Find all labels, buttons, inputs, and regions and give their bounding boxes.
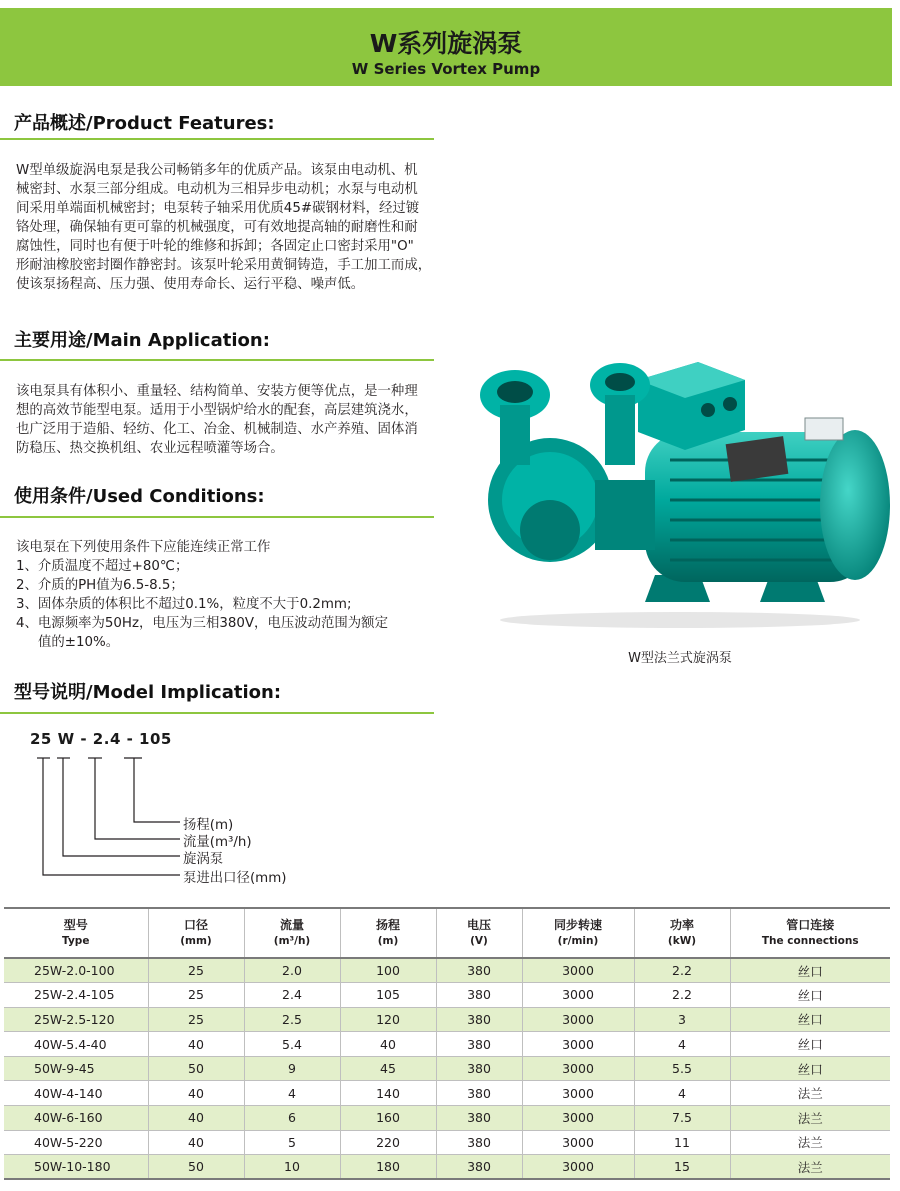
table-row: [4, 1056, 890, 1081]
column-header-zh: 扬程: [375, 917, 400, 932]
column-header: [634, 908, 730, 958]
column-header: [4, 908, 148, 958]
table-cell: 25: [148, 1007, 244, 1032]
column-header-zh: 功率: [669, 917, 694, 932]
table-cell: 5: [244, 1130, 340, 1155]
application-line: 想的高效节能型电泵。适用于小型锅炉给水的配套，高层建筑浇水，: [16, 403, 418, 418]
table-cell: 105: [340, 983, 436, 1008]
table-cell: 3: [634, 1007, 730, 1032]
table-cell: 380: [436, 1081, 522, 1106]
table-cell: 2.2: [634, 958, 730, 983]
table-header-row: [4, 908, 890, 958]
table-row: [4, 1155, 890, 1180]
condition-item-continuation: 值的±10%。: [38, 635, 120, 650]
page-title: W系列旋涡泵: [369, 29, 523, 58]
table-cell: 3000: [522, 1130, 634, 1155]
table-cell: 50: [148, 1056, 244, 1081]
table-row: [4, 1081, 890, 1106]
table-cell: 10: [244, 1155, 340, 1180]
table-cell: 丝口: [730, 1007, 890, 1032]
column-header-zh: 同步转速: [553, 917, 602, 932]
table-cell: 40W-5.4-40: [4, 1032, 148, 1057]
application-line: 也广泛用于造船、轻纺、化工、冶金、机械制造、水产养殖、固体消: [16, 422, 418, 437]
table-cell: 380: [436, 958, 522, 983]
table-cell: 3000: [522, 1081, 634, 1106]
table-row: [4, 1007, 890, 1032]
table-cell: 100: [340, 958, 436, 983]
table-cell: 2.5: [244, 1007, 340, 1032]
table-cell: 50W-10-180: [4, 1155, 148, 1180]
table-cell: 丝口: [730, 1032, 890, 1057]
table-cell: 15: [634, 1155, 730, 1180]
table-cell: 25: [148, 983, 244, 1008]
table-cell: 6: [244, 1106, 340, 1131]
table-cell: 40W-4-140: [4, 1081, 148, 1106]
table-cell: 140: [340, 1081, 436, 1106]
table-cell: 40W-5-220: [4, 1130, 148, 1155]
model-divider: [0, 712, 434, 714]
model-label-head: 扬程(m): [183, 818, 234, 833]
features-line: 形耐油橡胶密封圈作静密封。该泵叶轮采用黄铜铸造，手工加工而成，: [16, 258, 432, 273]
page-subtitle: W Series Vortex Pump: [351, 60, 541, 78]
condition-item: 4、电源频率为50Hz，电压为三相380V，电压波动范围为额定: [16, 616, 388, 631]
column-header-en: The connections: [761, 934, 859, 947]
table-cell: 25W-2.4-105: [4, 983, 148, 1008]
model-label-diameter: 泵进出口径(mm): [183, 871, 287, 886]
table-cell: 3000: [522, 958, 634, 983]
table-cell: 40: [148, 1130, 244, 1155]
table-row: [4, 1106, 890, 1131]
application-divider: [0, 359, 434, 361]
features-line: 间采用单端面机械密封；电泵转子轴采用优质45#碳钢材料，经过镀: [16, 201, 420, 216]
column-header-en: (m³/h): [273, 934, 311, 947]
column-header: [244, 908, 340, 958]
table-cell: 7.5: [634, 1106, 730, 1131]
table-cell: 3000: [522, 983, 634, 1008]
column-header-zh: 口径: [183, 917, 208, 932]
table-cell: 法兰: [730, 1155, 890, 1180]
table-cell: 5.4: [244, 1032, 340, 1057]
table-cell: 40W-6-160: [4, 1106, 148, 1131]
table-cell: 45: [340, 1056, 436, 1081]
table-cell: 40: [148, 1106, 244, 1131]
table-cell: 380: [436, 983, 522, 1008]
column-header-en: (m): [377, 934, 399, 947]
table-cell: 2.0: [244, 958, 340, 983]
table-cell: 25W-2.0-100: [4, 958, 148, 983]
conditions-heading: 使用条件/Used Conditions:: [14, 486, 265, 507]
table-cell: 3000: [522, 1007, 634, 1032]
application-heading: 主要用途/Main Application:: [14, 330, 270, 351]
table-cell: 40: [340, 1032, 436, 1057]
column-header: [730, 908, 890, 958]
model-label-pump-type: 旋涡泵: [183, 852, 224, 867]
column-header-en: Type: [62, 934, 90, 947]
pump-image-caption: W型法兰式旋涡泵: [628, 651, 732, 666]
table-cell: 2.2: [634, 983, 730, 1008]
column-header-zh: 电压: [466, 917, 491, 932]
table-cell: 法兰: [730, 1130, 890, 1155]
table-cell: 25: [148, 958, 244, 983]
table-cell: 3000: [522, 1032, 634, 1057]
column-header-zh: 流量: [279, 917, 304, 932]
column-header: [522, 908, 634, 958]
table-cell: 9: [244, 1056, 340, 1081]
column-header-en: (mm): [180, 934, 212, 947]
conditions-divider: [0, 516, 434, 518]
table-row: [4, 1130, 890, 1155]
table-cell: 40: [148, 1032, 244, 1057]
column-header-zh: 型号: [63, 917, 88, 932]
column-header-zh: 管口连接: [786, 917, 835, 932]
table-cell: 160: [340, 1106, 436, 1131]
table-cell: 3000: [522, 1056, 634, 1081]
table-cell: 3000: [522, 1155, 634, 1180]
table-cell: 法兰: [730, 1106, 890, 1131]
spec-table: [4, 907, 890, 1180]
conditions-intro: 该电泵在下列使用条件下应能连续正常工作: [16, 540, 271, 555]
table-cell: 220: [340, 1130, 436, 1155]
application-line: 防稳压、热交换机组、农业远程喷灌等场合。: [16, 441, 284, 456]
table-cell: 2.4: [244, 983, 340, 1008]
table-cell: 5.5: [634, 1056, 730, 1081]
model-code: 25 W - 2.4 - 105: [30, 730, 172, 748]
conditions-text: [16, 538, 446, 652]
features-heading: 产品概述/Product Features:: [14, 113, 275, 134]
table-cell: 380: [436, 1056, 522, 1081]
features-line: 械密封、水泵三部分组成。电动机为三相异步电动机；水泵与电动机: [16, 182, 418, 197]
spec-table-body: [4, 958, 890, 1179]
features-text: [16, 161, 446, 294]
table-cell: 380: [436, 1007, 522, 1032]
table-cell: 120: [340, 1007, 436, 1032]
table-cell: 丝口: [730, 1056, 890, 1081]
table-cell: 丝口: [730, 983, 890, 1008]
table-cell: 4: [634, 1081, 730, 1106]
model-heading: 型号说明/Model Implication:: [14, 682, 282, 703]
table-cell: 4: [634, 1032, 730, 1057]
table-cell: 丝口: [730, 958, 890, 983]
table-cell: 40: [148, 1081, 244, 1106]
table-cell: 50: [148, 1155, 244, 1180]
table-row: [4, 958, 890, 983]
column-header-en: (V): [470, 934, 488, 947]
table-cell: 25W-2.5-120: [4, 1007, 148, 1032]
application-text: [16, 382, 446, 458]
condition-item: 1、介质温度不超过+80℃；: [16, 559, 189, 574]
table-cell: 50W-9-45: [4, 1056, 148, 1081]
table-cell: 3000: [522, 1106, 634, 1131]
features-line: W型单级旋涡电泵是我公司畅销多年的优质产品。该泵由电动机、机: [16, 163, 418, 178]
column-header-en: (r/min): [557, 934, 599, 947]
table-row: [4, 1032, 890, 1057]
model-label-flow: 流量(m³/h): [183, 835, 252, 850]
table-cell: 380: [436, 1106, 522, 1131]
condition-item: 2、介质的PH值为6.5-8.5；: [16, 578, 184, 593]
features-divider: [0, 138, 434, 140]
table-cell: 11: [634, 1130, 730, 1155]
features-line: 铬处理，确保轴有更可靠的机械强度，可有效地提高轴的耐磨性和耐: [16, 220, 418, 235]
table-cell: 180: [340, 1155, 436, 1180]
condition-item: 3、固体杂质的体积比不超过0.1%，粒度不大于0.2mm;: [16, 597, 352, 612]
column-header: [340, 908, 436, 958]
features-line: 腐蚀性，同时也有便于叶轮的维修和拆卸；各固定止口密封采用"O": [16, 239, 414, 254]
table-cell: 4: [244, 1081, 340, 1106]
column-header: [148, 908, 244, 958]
table-cell: 380: [436, 1155, 522, 1180]
vortex-pump-image: [470, 340, 890, 640]
features-line: 使该泵扬程高、压力强、使用寿命长、运行平稳、噪声低。: [16, 277, 365, 292]
table-cell: 法兰: [730, 1081, 890, 1106]
table-cell: 380: [436, 1032, 522, 1057]
column-header: [436, 908, 522, 958]
application-line: 该电泵具有体积小、重量轻、结构简单、安装方便等优点，是一种理: [16, 384, 418, 399]
table-cell: 380: [436, 1130, 522, 1155]
table-row: [4, 983, 890, 1008]
column-header-en: (kW): [667, 934, 697, 947]
